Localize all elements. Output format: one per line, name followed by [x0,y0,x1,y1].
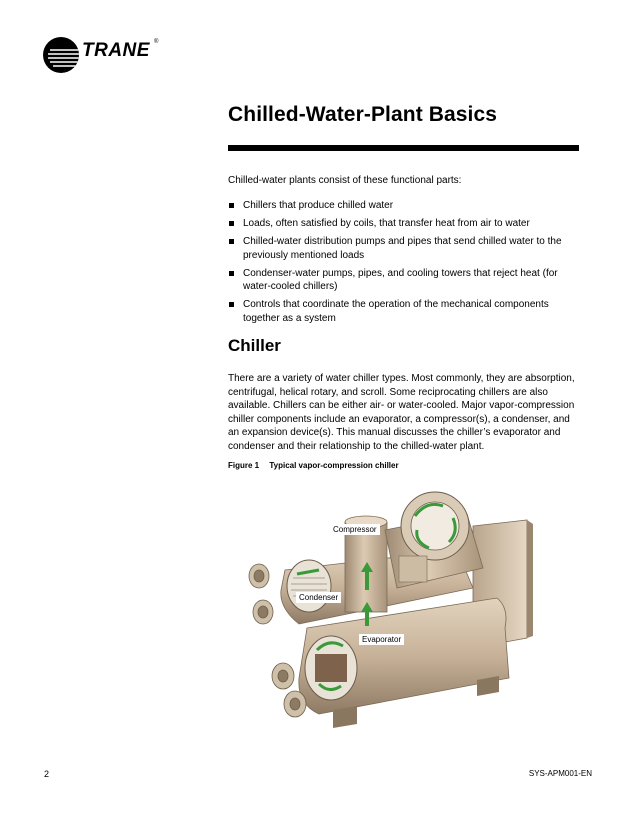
list-item [228,298,580,325]
square-bullet-icon [229,271,234,276]
condenser-label: Condenser [296,592,341,603]
list-item-text: Chillers that produce chilled water [243,200,394,211]
title-rule [228,145,579,151]
document-id: SYS-APM001-EN [528,769,592,778]
list-item-text: Condenser-water pumps, pipes, and cooling towers that reject heat (for water-cooled chillers) [243,267,558,292]
list-item [228,267,580,294]
registered-mark: ® [154,39,159,45]
terminal-box [399,556,427,582]
square-bullet-icon [229,221,234,226]
list-item [228,199,580,213]
list-item-text: Loads, often satisfied by coils, that transfer heat from air to water [243,218,530,229]
intro-text: Chilled-water plants consist of these functional parts: [228,175,462,186]
list-item [228,217,580,231]
trane-logo-mark [42,36,80,74]
figure-caption-text: Typical vapor-compression chiller [269,461,399,470]
evaporator-label: Evaporator [359,634,404,645]
page-number: 2 [44,769,50,779]
compressor-label: Compressor [330,524,380,535]
list-item-text: Controls that coordinate the operation of the mechanical components together as a system [243,299,549,324]
chiller-illustration [237,478,539,740]
trane-logo [42,36,172,76]
brand-name: TRANE [82,40,150,61]
section-paragraph: There are a variety of water chiller types. Most commonly, they are absorption, centrifugal, helical rotary, and scroll. Some reciprocating chillers are also available. Chillers can be either air- or water-cooled. Major vapor-compression chiller components include an evaporator, a compressor(s), a condenser, and an expansion device(s). This manual discusses the chiller’s evaporator and condenser and their relationship to the chilled-water plant. [228,373,575,452]
figure-caption [228,461,399,470]
impeller [411,502,459,550]
evaporator-tube-bundle [315,654,347,682]
square-bullet-icon [229,302,234,307]
parts-list [228,199,580,330]
square-bullet-icon [229,203,234,208]
square-bullet-icon [229,239,234,244]
condenser-cutaway [287,560,331,612]
list-item [228,235,580,262]
page-title: Chilled-Water-Plant Basics [228,103,498,126]
figure-number: Figure 1 [228,461,260,470]
section-heading: Chiller [228,336,281,355]
list-item-text: Chilled-water distribution pumps and pipes that send chilled water to the previously mentioned loads [243,236,562,261]
control-panel-side [527,520,533,638]
chiller-drawing [237,478,539,740]
